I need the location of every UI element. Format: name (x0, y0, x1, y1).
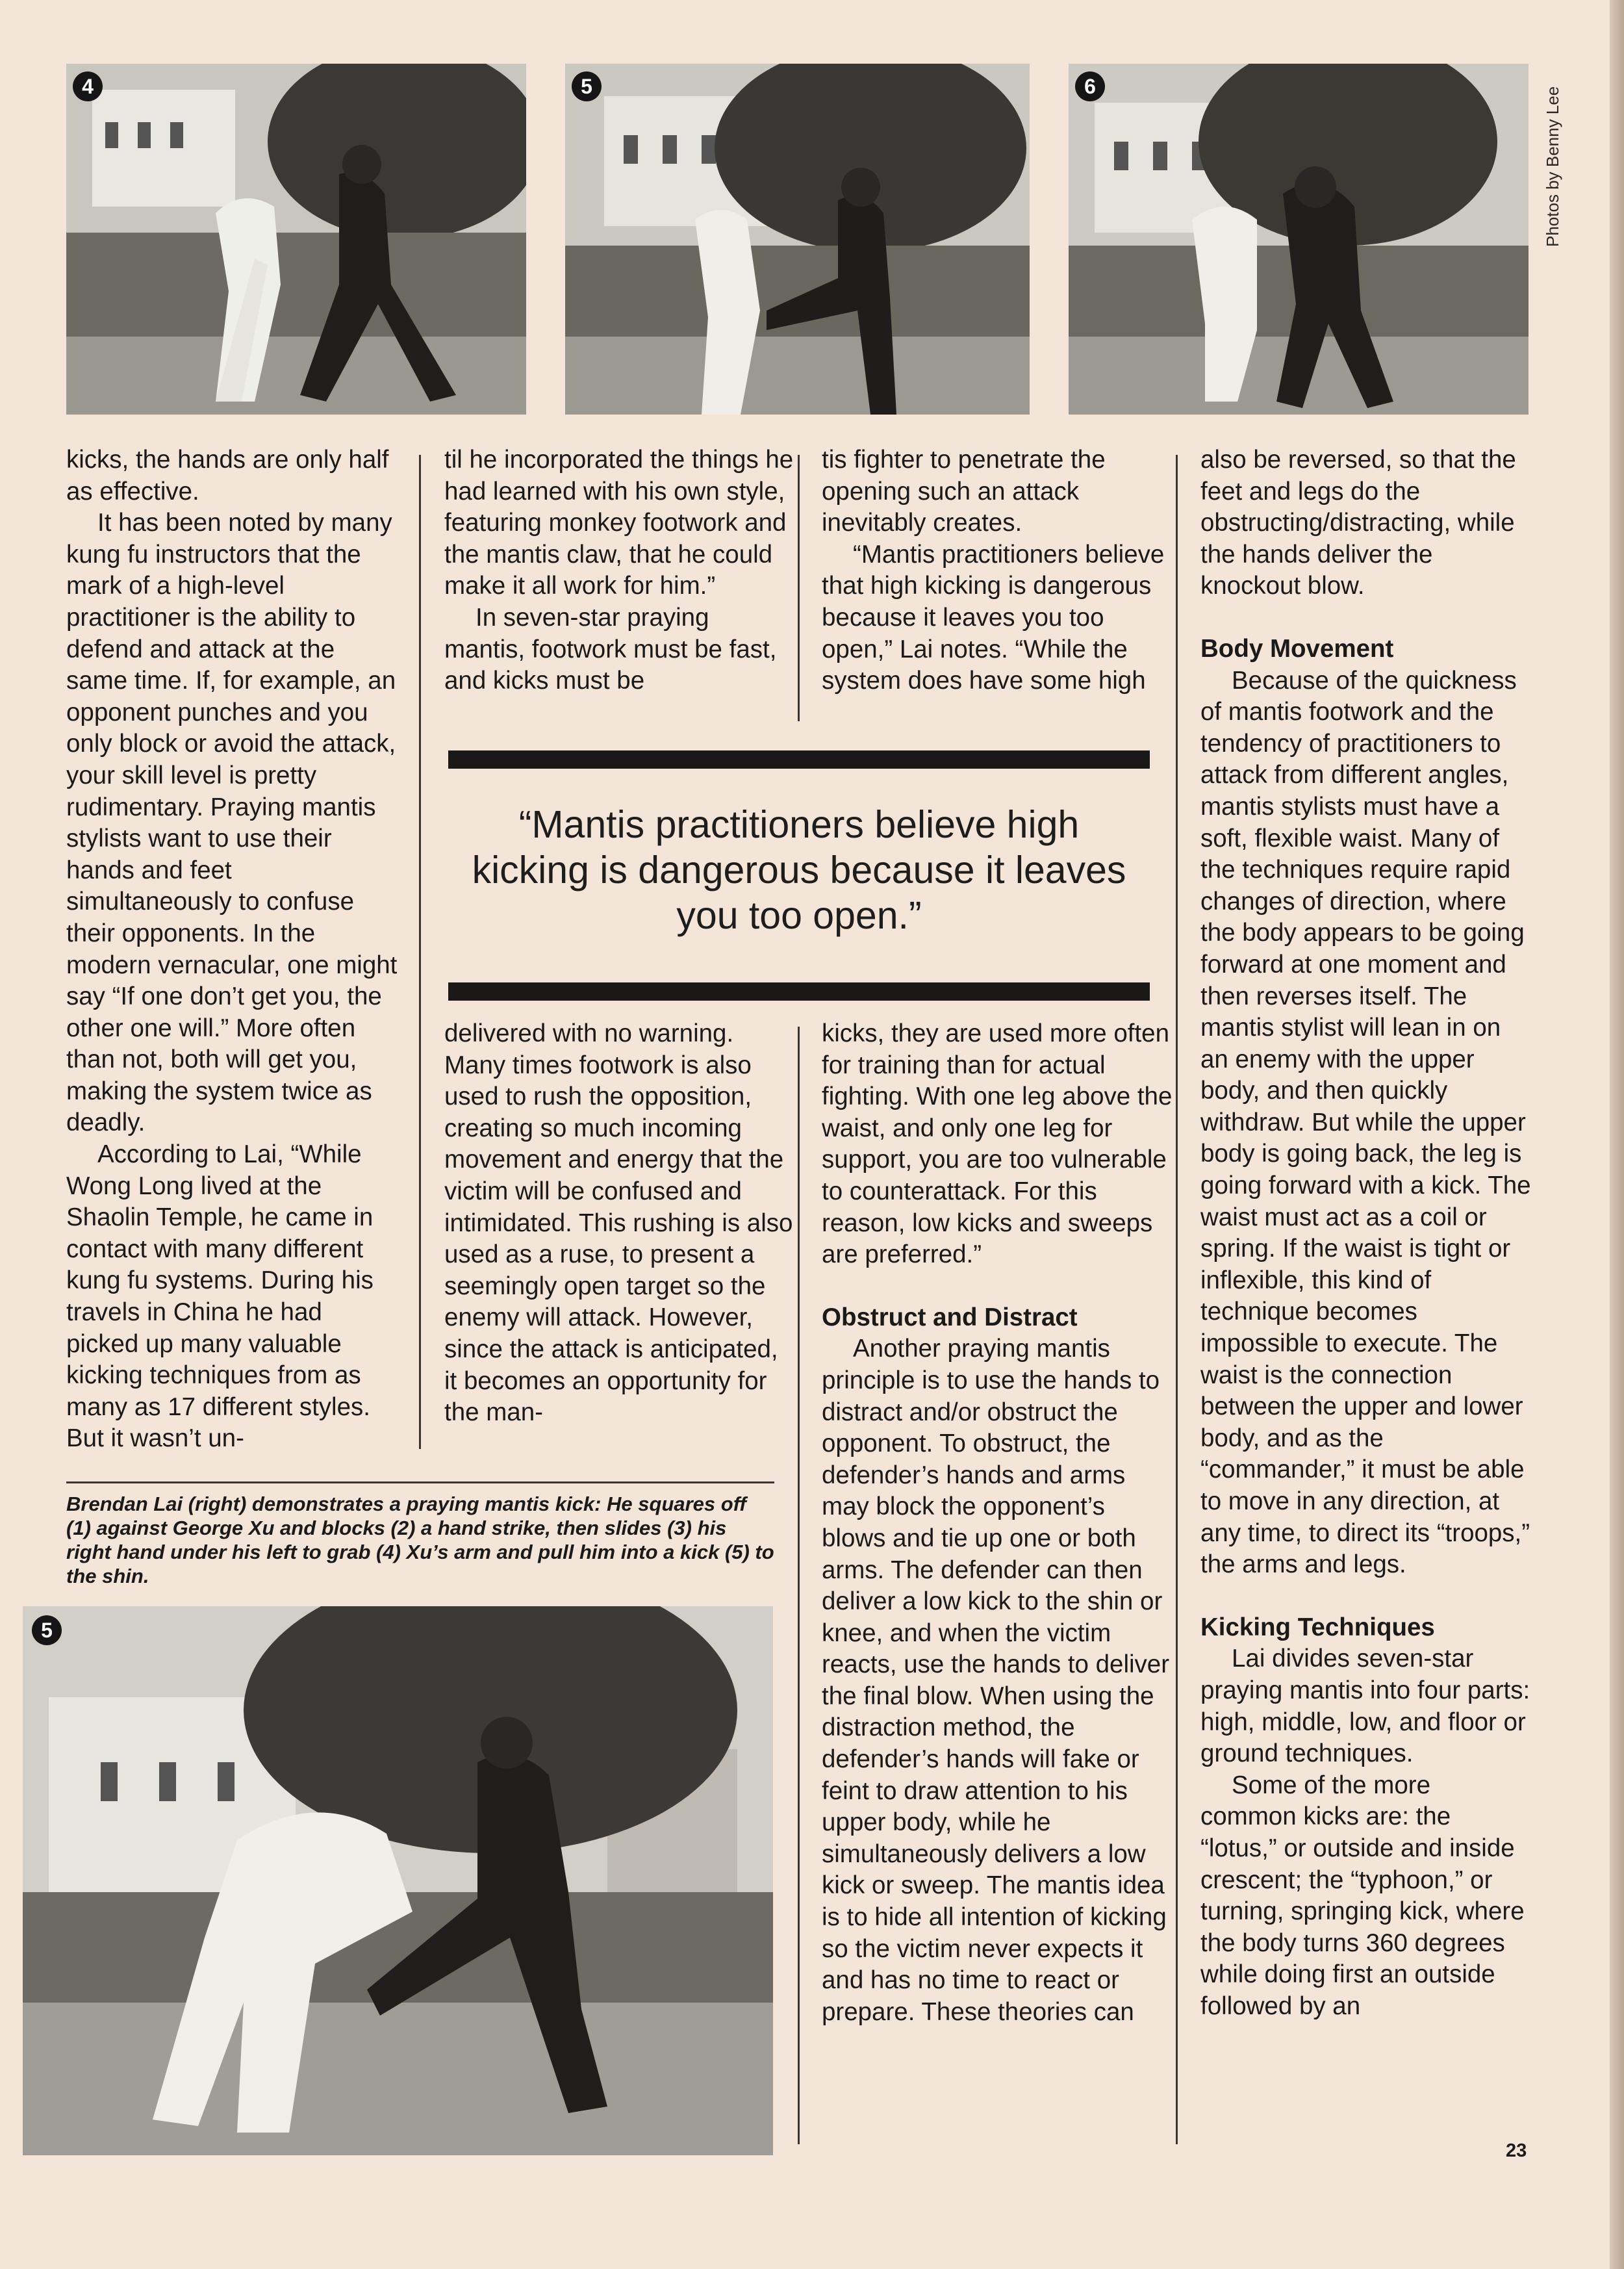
col3-top-content (822, 444, 1173, 697)
pull-quote-bar-top (448, 750, 1150, 769)
photo-credit: Photos by Benny Lee (1543, 86, 1562, 247)
column-rule (1176, 455, 1178, 2144)
col2-bottom-content (444, 1018, 795, 1429)
photo-number-badge: 5 (32, 1615, 62, 1645)
body-paragraph: kicks, they are used more often for training than for actual fighting. With one leg above the waist, and only one leg for support, you are too vulnerable to counterattack. For this reason, low kicks and sweeps are preferred.” (822, 1019, 1173, 1269)
text-column-4 (1200, 444, 1532, 2023)
column-rule (798, 1027, 800, 2144)
photo-4-image (66, 64, 526, 415)
body-paragraph: In seven-star praying mantis, footwork must be fast, and kicks must be (444, 603, 777, 695)
photo-large-image (23, 1606, 773, 2155)
section-heading: Body Movement (1200, 634, 1394, 663)
photo-number-badge: 6 (1075, 71, 1105, 101)
body-paragraph: delivered with no warning. Many times footwork is also used to rush the opposition, creating so much incoming movement and energy that the victim will be confused and intimidated. This rushing is also used as a ruse, to present a seemingly open target so the enemy will attack. However, since the attack is anticipated, it becomes an opportunity for the man- (444, 1019, 793, 1427)
text-column-3-top (822, 444, 1173, 697)
pull-quote: “Mantis practitioners believe high kicking is dangerous because it leaves you too open.” (472, 803, 1126, 937)
pull-quote-bar-bottom (448, 982, 1150, 1001)
page-spine-edge (1610, 0, 1624, 2269)
text-column-2-bottom (444, 1018, 795, 1429)
paragraph-gap (822, 1271, 1173, 1302)
section-heading: Kicking Techniques (1200, 1613, 1435, 1641)
section-heading: Obstruct and Distract (822, 1303, 1078, 1331)
photo-number-badge: 4 (73, 71, 103, 101)
text-column-2-top (444, 444, 795, 697)
text-column-1 (66, 444, 398, 1455)
paragraph-gap (1200, 602, 1532, 634)
paragraph-gap (1200, 1581, 1532, 1612)
body-paragraph: Lai divides seven-star praying mantis into four parts: high, middle, low, and floor or ground techniques. (1200, 1645, 1530, 1768)
body-paragraph: Because of the quickness of mantis footwork and the tendency of practitioners to attack from different angles, mantis stylists must have a soft, flexible waist. Many of the techniques require rapid changes of direction, where the body appears to be going forward at one moment and then reverses itself. The mantis stylist will lean in on an enemy with the upper body, and then quickly withdraw. But while the upper body is going back, the leg is going forward with a kick. The waist must act as a coil or spring. If the waist is tight or inflexible, this kind of technique becomes impossible to execute. The waist is the connection between the upper and lower body, and as the “commander,” it must be able to move in any direction, at any time, to direct its “troops,” the arms and legs. (1200, 666, 1531, 1579)
photo-caption: Brendan Lai (right) demonstrates a praying mantis kick: He squares off (1) against George Xu and blocks (2) a hand strike, then slides (3) his right hand under his left to grab (4) Xu’s arm and pull him into a kick (5) to the shin. (66, 1493, 774, 1587)
col3-bottom-content (822, 1018, 1173, 2028)
col1-content (66, 444, 398, 1455)
page-number: 23 (1506, 2140, 1527, 2161)
text-column-3-bottom (822, 1018, 1173, 2028)
body-paragraph: Another praying mantis principle is to use the hands to distract and/or obstruct the opponent. To obstruct, the defender’s hands and arms may block the opponent’s blows and tie up one or both arms. The defender can then deliver a low kick to the shin or knee, and when the victim reacts, use the hands to deliver the final blow. When using the distraction method, the defender’s hands will fake or feint to draw attention to his upper body, while he simultaneously delivers a low kick or sweep. The mantis idea is to hide all intention of kicking so the victim never expects it and has no time to react or prepare. These theories can (822, 1335, 1170, 2026)
body-paragraph: It has been noted by many kung fu instructors that the mark of a high-level practitioner is the ability to defend and attack at the same time. If, for example, an opponent punches and you only block or avoid the attack, your skill level is pretty rudimentary. Praying mantis stylists want to use their hands and feet simultaneously to confuse their opponents. In the modern vernacular, one might say “If one don’t get you, the other one will.” More often than not, both will get you, making the system twice as deadly. (66, 509, 398, 1137)
body-paragraph: kicks, the hands are only half as effective. (66, 446, 389, 506)
body-paragraph: til he incorporated the things he had learned with his own style, featuring monkey footwork and the mantis claw, that he could make it all work for him.” (444, 446, 794, 600)
body-paragraph: also be reversed, so that the feet and legs do the obstructing/distracting, while the hands deliver the knockout blow. (1200, 446, 1516, 600)
body-paragraph: Some of the more common kicks are: the “lotus,” or outside and inside crescent; the “typhoon,” or turning, springing kick, where the body turns 360 degrees while doing first an outside followed by an (1200, 1771, 1525, 2020)
column-rule (798, 455, 800, 721)
col2-top-content (444, 444, 795, 697)
photo-step-6 (1069, 64, 1529, 415)
body-paragraph: According to Lai, “While Wong Long lived at the Shaolin Temple, he came in contact with many different kung fu systems. During his travels in China he had picked up many valuable kicking techniques from as many as 17 different styles. But it wasn’t un- (66, 1140, 374, 1453)
photo-step-4 (66, 64, 526, 415)
photo-large-step-5 (23, 1606, 773, 2155)
photo-5-image (565, 64, 1030, 415)
photo-6-image (1069, 64, 1529, 415)
col4-content (1200, 444, 1532, 2023)
body-paragraph: “Mantis practitioners believe that high kicking is dangerous because it leaves you too open,” Lai notes. “While the system does have some high (822, 540, 1165, 695)
caption-rule (66, 1481, 774, 1483)
column-rule (419, 455, 421, 1449)
photo-step-5 (565, 64, 1030, 415)
photo-number-badge: 5 (572, 71, 602, 101)
body-paragraph: tis fighter to penetrate the opening such an attack inevitably creates. (822, 446, 1106, 537)
